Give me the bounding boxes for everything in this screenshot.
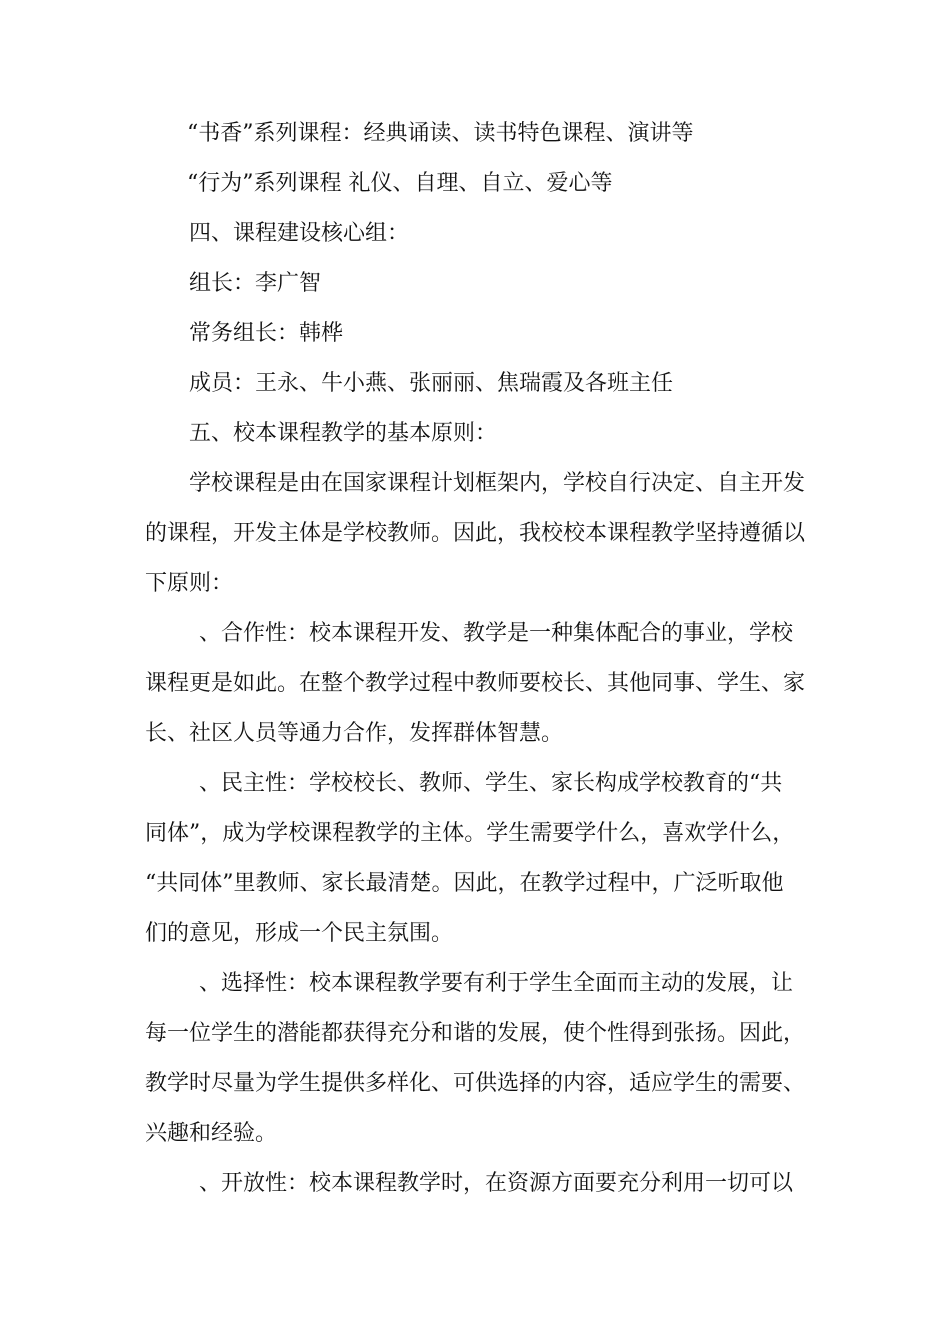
paragraph-line: 学校课程是由在国家课程计划框架内，学校自行决定、自主开发 xyxy=(189,471,806,496)
principle-selectivity: 、选择性：校本课程教学要有利于学生全面而主动的发展，让 xyxy=(199,971,794,996)
paragraph-line: 兴趣和经验。 xyxy=(145,1121,278,1146)
group-leader: 组长：李广智 xyxy=(189,271,322,296)
paragraph-line: “共同体”里教师、家长最清楚。因此，在教学过程中，广泛听取他 xyxy=(145,871,784,896)
principle-democracy: 、民主性：学校校长、教师、学生、家长构成学校教育的“共 xyxy=(199,771,783,796)
course-series-shuxiang: “书香”系列课程：经典诵读、读书特色课程、演讲等 xyxy=(187,121,694,146)
paragraph-line: 下原则： xyxy=(145,571,234,596)
group-members: 成员：王永、牛小燕、张丽丽、焦瑞霞及各班主任 xyxy=(189,371,674,396)
principle-openness: 、开放性：校本课程教学时，在资源方面要充分利用一切可以 xyxy=(199,1171,794,1196)
paragraph-line: 的课程，开发主体是学校教师。因此，我校校本课程教学坚持遵循以 xyxy=(145,521,806,546)
paragraph-line: 教学时尽量为学生提供多样化、可供选择的内容，适应学生的需要、 xyxy=(145,1071,806,1096)
paragraph-line: 课程更是如此。在整个教学过程中教师要校长、其他同事、学生、家 xyxy=(145,671,806,696)
paragraph-line: 们的意见，形成一个民主氛围。 xyxy=(145,921,454,946)
paragraph-line: 长、社区人员等通力合作，发挥群体智慧。 xyxy=(145,721,564,746)
principle-cooperation: 、合作性：校本课程开发、教学是一种集体配合的事业，学校 xyxy=(199,621,794,646)
section-heading-principles: 五、校本课程教学的基本原则： xyxy=(189,421,498,446)
section-heading-core-group: 四、课程建设核心组： xyxy=(189,221,410,246)
paragraph-line: 每一位学生的潜能都获得充分和谐的发展，使个性得到张扬。因此， xyxy=(145,1021,806,1046)
paragraph-line: 同体”，成为学校课程教学的主体。学生需要学什么，喜欢学什么， xyxy=(145,821,795,846)
executive-group-leader: 常务组长：韩桦 xyxy=(189,321,344,346)
course-series-xingwei: “行为”系列课程 礼仪、自理、自立、爱心等 xyxy=(187,171,613,196)
